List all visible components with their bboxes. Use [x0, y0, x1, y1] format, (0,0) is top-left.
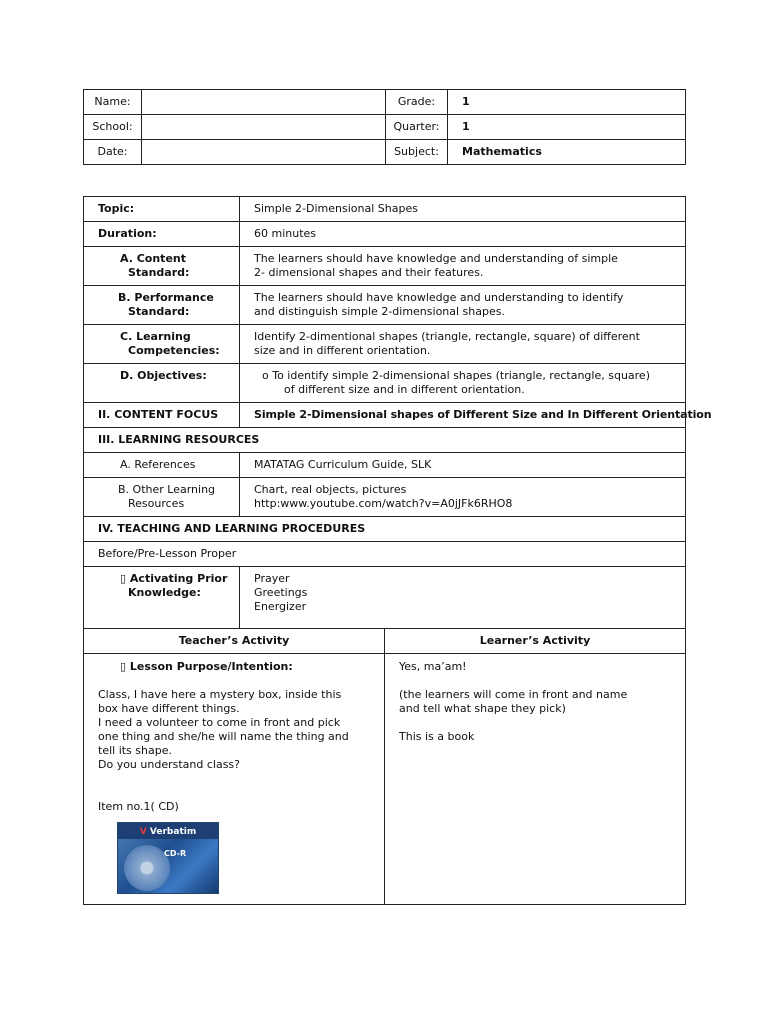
- verbatim-logo-icon: V: [139, 827, 147, 837]
- content-standard-label: [84, 247, 240, 286]
- activating-label-text1: Activating Prior: [129, 572, 228, 585]
- activity-content-row: [84, 654, 686, 905]
- teacher-activity: [84, 654, 385, 905]
- learner-reply-3: This is a book: [399, 730, 475, 743]
- learner-reply-2-line2: and tell what shape they pick): [399, 702, 566, 715]
- performance-standard-label: [84, 286, 240, 325]
- competencies-line1: Identify 2-dimentional shapes (triangle, rectangle, square) of different: [254, 330, 640, 343]
- content-focus-row: [84, 403, 686, 428]
- cd-brand-text: Verbatim: [149, 827, 197, 837]
- other-resources-label: [84, 478, 240, 517]
- references-value: MATATAG Curriculum Guide, SLK: [240, 453, 686, 478]
- performance-standard-label-line2: Standard:: [128, 305, 190, 318]
- objectives-value: [240, 364, 686, 403]
- competencies-value: [240, 325, 686, 364]
- activating-label: [84, 567, 240, 629]
- other-resources-value: [240, 478, 686, 517]
- content-focus-value: Simple 2-Dimensional shapes of Different Size and In Different Orientation: [240, 403, 686, 428]
- performance-standard-row: [84, 286, 686, 325]
- quarter-value: 1: [448, 115, 686, 140]
- procedures-label: IV. TEACHING AND LEARNING PROCEDURES: [84, 517, 686, 542]
- performance-standard-value: [240, 286, 686, 325]
- competencies-label-line2: Competencies:: [128, 344, 220, 357]
- teacher-activity-header: Teacher’s Activity: [84, 629, 385, 654]
- performance-standard-line2: and distinguish simple 2-dimensional shapes.: [254, 305, 505, 318]
- activating-label-line2: Knowledge:: [128, 586, 201, 599]
- content-focus-label: II. CONTENT FOCUS: [84, 403, 240, 428]
- procedures-row: [84, 517, 686, 542]
- content-standard-line2: 2- dimensional shapes and their features.: [254, 266, 484, 279]
- performance-standard-label-line1: B. Performance: [118, 291, 214, 304]
- cd-brand: [118, 825, 218, 839]
- teacher-line: one thing and she/he will name the thing and: [98, 730, 349, 743]
- activating-item-prayer: Prayer: [254, 572, 290, 585]
- objectives-label: D. Objectives:: [84, 364, 240, 403]
- competencies-row: [84, 325, 686, 364]
- teacher-line: Class, I have here a mystery box, inside this: [98, 688, 342, 701]
- header-row-school: [84, 115, 686, 140]
- lesson-purpose-label: [98, 660, 374, 674]
- teacher-line: Do you understand class?: [98, 758, 241, 771]
- performance-standard-line1: The learners should have knowledge and understanding to identify: [254, 291, 624, 304]
- learner-reply-2-line1: (the learners will come in front and name: [399, 688, 628, 701]
- subject-value: Mathematics: [448, 140, 686, 165]
- learner-activity-header: Learner’s Activity: [385, 629, 686, 654]
- duration-row: [84, 222, 686, 247]
- before-lesson-label: Before/Pre-Lesson Proper: [84, 542, 686, 567]
- activating-row: [84, 567, 686, 629]
- other-resources-label-line2: Resources: [128, 497, 185, 510]
- cd-image: [117, 822, 219, 894]
- duration-label: Duration:: [84, 222, 240, 247]
- checkbox-icon: ▯: [120, 572, 127, 585]
- header-row-name: [84, 90, 686, 115]
- learner-reply-1: Yes, ma’am!: [399, 660, 467, 673]
- resource-url: http:www.youtube.com/watch?v=A0jJFk6RHO8: [254, 497, 513, 510]
- date-label: Date:: [84, 140, 142, 165]
- header-table: [83, 89, 686, 165]
- lesson-purpose-text: Lesson Purpose/Intention:: [129, 660, 293, 673]
- teacher-line: I need a volunteer to come in front and pick: [98, 716, 341, 729]
- objectives-row: [84, 364, 686, 403]
- learner-activity: [385, 654, 686, 905]
- competencies-label-line1: C. Learning: [120, 330, 191, 343]
- objectives-line1: To identify simple 2-dimensional shapes (triangle, rectangle, square): [272, 369, 650, 382]
- lesson-plan-table: [83, 196, 712, 905]
- objectives-line2: of different size and in different orientation.: [284, 383, 525, 396]
- competencies-line2: size and in different orientation.: [254, 344, 431, 357]
- activity-header-row: [84, 629, 686, 654]
- other-resources-row: [84, 478, 686, 517]
- activating-item-greetings: Greetings: [254, 586, 308, 599]
- activating-label-line1: [120, 572, 233, 586]
- content-standard-label-line2: Standard:: [128, 266, 190, 279]
- duration-value: 60 minutes: [240, 222, 686, 247]
- objectives-bullet: o: [262, 369, 269, 382]
- grade-label: Grade:: [386, 90, 448, 115]
- content-standard-row: [84, 247, 686, 286]
- name-field: [142, 90, 386, 115]
- topic-label: Topic:: [84, 197, 240, 222]
- date-field: [142, 140, 386, 165]
- learning-resources-label: III. LEARNING RESOURCES: [84, 428, 686, 453]
- item-label: Item no.1( CD): [98, 800, 179, 813]
- checkbox-icon: ▯: [120, 660, 127, 673]
- content-standard-label-line1: A. Content: [120, 252, 186, 265]
- topic-row: [84, 197, 686, 222]
- cd-format: CD-R: [164, 849, 187, 858]
- other-resources-label-line1: B. Other Learning: [118, 483, 216, 496]
- header-row-date: [84, 140, 686, 165]
- references-label: A. References: [84, 453, 240, 478]
- content-standard-line1: The learners should have knowledge and understanding of simple: [254, 252, 618, 265]
- content-standard-value: [240, 247, 686, 286]
- teacher-line: tell its shape.: [98, 744, 172, 757]
- activating-item-energizer: Energizer: [254, 600, 307, 613]
- quarter-label: Quarter:: [386, 115, 448, 140]
- before-lesson-row: [84, 542, 686, 567]
- grade-value: 1: [448, 90, 686, 115]
- school-field: [142, 115, 386, 140]
- other-resources-line1: Chart, real objects, pictures: [254, 483, 407, 496]
- competencies-label: [84, 325, 240, 364]
- topic-value: Simple 2-Dimensional Shapes: [240, 197, 686, 222]
- activating-items: [240, 567, 686, 629]
- name-label: Name:: [84, 90, 142, 115]
- teacher-line: box have different things.: [98, 702, 240, 715]
- references-row: [84, 453, 686, 478]
- subject-label: Subject:: [386, 140, 448, 165]
- learning-resources-row: [84, 428, 686, 453]
- school-label: School:: [84, 115, 142, 140]
